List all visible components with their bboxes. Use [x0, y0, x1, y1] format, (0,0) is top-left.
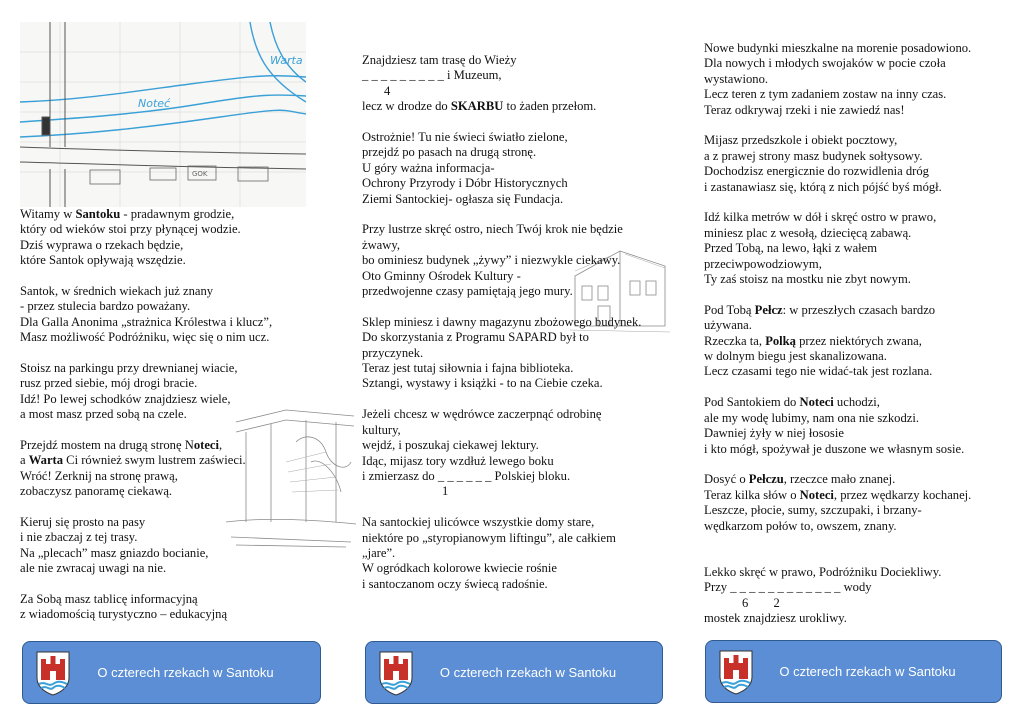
- text-run: : w przeszłych czasach bardzo: [782, 302, 936, 317]
- text-line: Lecz teren z tym zadaniem zostaw na inny czas.: [704, 87, 947, 102]
- text-line: Przy lustrze skręć ostro, niech Twój krok nie będzie: [362, 222, 623, 237]
- text-line: i nie zbaczaj z tej trasy.: [20, 530, 138, 545]
- text-line: Sklep miniesz i dawny magazynu zbożowego budynek.: [362, 314, 642, 329]
- text-line: Znajdziesz tam trasę do Wieży: [362, 53, 517, 67]
- stanza: [362, 515, 662, 592]
- stanza: [20, 361, 320, 423]
- text-line: Do skorzystania z Programu SAPARD był to: [362, 330, 589, 345]
- text-line: niektóre po „styropianowym liftingu”, ale całkiem: [362, 530, 616, 545]
- footer-banner-middle: [365, 641, 663, 704]
- bold-word: Noteci: [799, 395, 834, 410]
- text-line: z wiadomością turystyczno – edukacyjną: [20, 607, 228, 622]
- text-run: przez niektórych zwana,: [795, 333, 922, 348]
- stanza: [20, 515, 320, 577]
- text-line: Santok, w średnich wiekach już znany: [20, 284, 214, 299]
- text-line: Masz możliwość Podróżniku, więc się o nim ucz.: [20, 330, 270, 345]
- bold-word: Santoku: [75, 207, 121, 221]
- text-run: Pod Santokiem do: [704, 395, 800, 410]
- text-line: Dla nowych i młodych swojaków w pocie czoła: [704, 56, 946, 71]
- text-run: - pradawnym grodzie,: [120, 207, 235, 221]
- text-line: [704, 395, 1004, 410]
- stanza: [704, 472, 1004, 534]
- text-line: Ochrony Przyrody i Dóbr Historycznych: [362, 176, 568, 191]
- text-line: Idąc, mijasz tory wzdłuż lewego boku: [362, 453, 554, 468]
- text-line: Oto Gminny Ośrodek Kultury -: [362, 268, 521, 283]
- text-line: Dawniej żyły w niej łososie: [704, 426, 844, 441]
- stanza: [362, 222, 662, 299]
- text-line: Leszcze, płocie, sumy, szczupaki, i brzany-: [704, 503, 922, 518]
- text-line: „jare”.: [362, 545, 396, 560]
- bold-word: oteci: [193, 438, 219, 453]
- text-line: Kieruj się prosto na pasy: [20, 515, 146, 530]
- text-run: a: [20, 453, 29, 468]
- text-line: [20, 453, 320, 468]
- text-line: Na santockiej ulicówce wszystkie domy stare,: [362, 515, 595, 530]
- text-line: który od wieków stoi przy płynącej wodzie.: [20, 222, 241, 237]
- text-line: [704, 472, 1004, 487]
- text-line: [704, 334, 1004, 349]
- text-run: Dosyć o: [704, 472, 749, 487]
- answer-digit: 1: [442, 484, 449, 499]
- text-line: [704, 488, 1004, 503]
- text-line: Na „plecach” masz gniazdo bocianie,: [20, 545, 209, 560]
- text-line: Lecz czasami tego nie widać-tak jest rozlana.: [704, 364, 933, 379]
- text-line: mostek znajdziesz urokliwy.: [704, 610, 847, 625]
- text-line: kultury,: [362, 422, 401, 437]
- bold-word: Warta: [28, 453, 64, 468]
- text-line: i kto mógł, spożywał je duszone we własnym sosie.: [704, 441, 965, 456]
- column-right: [704, 41, 1004, 642]
- text-line: Dochodzisz energicznie do rozwidlenia dróg: [704, 164, 929, 179]
- text-line: bo ominiesz budynek „żywy” i niezwykle ciekawy.: [362, 253, 621, 268]
- text-run: Ci również swym lustrem zaświeci.: [63, 453, 246, 468]
- bold-word: Pełczu: [748, 472, 784, 487]
- text-line: ale my wodę lubimy, nam ona nie szkodzi.: [704, 410, 919, 425]
- text-line: wystawiono.: [704, 71, 769, 86]
- text-run: uchodzi,: [833, 395, 880, 410]
- text-line: przyczynek.: [362, 345, 424, 360]
- answer-digits: 6 2: [742, 595, 780, 610]
- stanza: [362, 407, 662, 499]
- text-line: wejdź, i poszukaj ciekawej lektury.: [362, 438, 539, 453]
- stanza: [20, 438, 320, 500]
- text-line: Przejdź mostem na drugą stronę Noteci,: [20, 438, 223, 453]
- stanza: [704, 303, 1004, 380]
- stanza: [362, 315, 662, 392]
- text-line: Stoisz na parkingu przy drewnianej wiacie,: [20, 361, 238, 376]
- text-line: Przy _ _ _ _ _ _ _ _ _ _ _ _ wody: [704, 580, 872, 595]
- stanza: [20, 284, 320, 346]
- text-line: Wróć! Zerknij na stronę prawą,: [20, 468, 178, 483]
- text-line: i zastanawiasz się, którą z nich pójść byś mógł.: [704, 179, 942, 194]
- stanza: [704, 133, 1004, 195]
- text-line: używana.: [704, 318, 752, 333]
- text-run: lecz w drodze do: [362, 99, 451, 114]
- text-run: Przejdź mostem na drugą stronę N: [20, 438, 194, 453]
- bold-word: Pełcz: [754, 302, 783, 317]
- stanza: [704, 210, 1004, 287]
- text-line: Teraz jest tutaj siłownia i fajna biblioteka.: [362, 361, 574, 376]
- text-line: Lekko skręć w prawo, Podróżniku Dociekliwy.: [704, 564, 942, 579]
- text-line: Sztangi, wystawy i książki - to na Ciebie czeka.: [362, 376, 603, 391]
- santok-crest-icon: [378, 650, 414, 696]
- text-line: W ogródkach kolorowe kwiecie rośnie: [362, 561, 557, 576]
- text-line: a most masz przed sobą na czele.: [20, 407, 187, 422]
- text-line: przeciwpowodziowym,: [704, 256, 822, 271]
- text-line: przedwojenne czasy pamiętają jego mury.: [362, 284, 573, 299]
- santok-crest-icon: [35, 650, 71, 696]
- text-line: [704, 303, 1004, 318]
- text-run: Witamy w: [20, 207, 76, 221]
- santok-crest-icon: [718, 649, 754, 695]
- text-line: a z prawej strony masz budynek sołtysowy.: [704, 148, 923, 163]
- text-line: Mijasz przedszkole i obiekt pocztowy,: [704, 133, 898, 148]
- text-line: i santoczanom oczy świecą radośnie.: [362, 576, 548, 591]
- text-line: przejdź po pasach na drugą stronę.: [362, 145, 537, 160]
- text-line: żwawy,: [362, 237, 400, 252]
- text-line: Idź! Po lewej schodków znajdziesz wiele,: [20, 391, 231, 406]
- text-line: Jeżeli chcesz w wędrówce zaczerpnąć odrobinę: [362, 407, 602, 422]
- bold-word: Noteci: [799, 487, 834, 502]
- text-line: miniesz plac z wesołą, dziecięcą zabawą.: [704, 225, 912, 240]
- column-middle: [362, 53, 662, 608]
- footer-title: O czterech rzekach w Santoku: [439, 665, 617, 680]
- text-run: Teraz kilka słów o: [704, 487, 800, 502]
- text-line: w dolnym biegu jest skanalizowana.: [704, 349, 887, 364]
- text-line: i zmierzasz do _ _ _ _ _ _ Polskiej bloku.: [362, 468, 571, 483]
- stanza: [20, 207, 320, 269]
- text-line: Ziemi Santockiej- ogłasza się Fundacja.: [362, 191, 564, 206]
- column-left: [20, 207, 320, 638]
- text-line: Ostrożnie! Tu nie świeci światło zielone,: [362, 130, 568, 145]
- text-run: Pod Tobą: [704, 302, 755, 317]
- text-line: Ty zaś stoisz na mostku nie zbyt nowym.: [704, 272, 911, 287]
- map-label-notec: Noteć: [138, 97, 171, 110]
- text-line: Za Sobą masz tablicę informacyjną: [20, 592, 198, 607]
- footer-title: O czterech rzekach w Santoku: [779, 664, 956, 679]
- text-line: Idź kilka metrów w dół i skręć ostro w prawo,: [704, 210, 937, 225]
- text-line: które Santok opływają wszędzie.: [20, 253, 186, 268]
- bold-word: Polką: [765, 333, 796, 348]
- bold-word: SKARBU: [450, 99, 504, 114]
- text-line: rusz przed siebie, mój drogi bracie.: [20, 376, 198, 391]
- stanza: [704, 41, 1004, 118]
- text-line: - przez stulecia bardzo poważany.: [20, 299, 191, 314]
- text-line: _ _ _ _ _ _ _ _ _ i Muzeum,: [362, 68, 502, 83]
- footer-title: O czterech rzekach w Santoku: [97, 665, 274, 680]
- answer-digit: 4: [384, 83, 391, 98]
- text-line: Przed Tobą, na lewo, łąki z wałem: [704, 241, 878, 256]
- footer-banner-left: [22, 641, 321, 704]
- text-line: Nowe budynki mieszkalne na morenie posadowiono.: [704, 41, 972, 55]
- text-line: Dla Galla Anonima „strażnica Królestwa i klucz”,: [20, 314, 273, 329]
- stanza: [362, 53, 662, 115]
- stanza: [20, 592, 320, 623]
- text-run: , przez wędkarzy kochanej.: [833, 487, 972, 502]
- text-line: ale nie zwracaj uwagi na nie.: [20, 561, 167, 576]
- text-line: zobaczysz panoramę ciekawą.: [20, 484, 173, 499]
- text-line: [20, 207, 320, 222]
- text-line: [362, 99, 662, 114]
- text-line: Dziś wyprawa o rzekach będzie,: [20, 237, 184, 252]
- stanza: [704, 395, 1004, 457]
- text-run: to żaden przełom.: [503, 99, 597, 114]
- map-label-warta: Warta: [270, 54, 303, 67]
- hand-drawn-map: [20, 22, 306, 207]
- footer-banner-right: [705, 640, 1002, 703]
- text-line: Teraz odkrywaj rzeki i nie zawiedź nas!: [704, 102, 905, 117]
- text-line: U góry ważna informacja-: [362, 160, 495, 175]
- map-label-gok: GOK: [192, 170, 208, 178]
- stanza: [704, 565, 1004, 627]
- stanza: [362, 130, 662, 207]
- text-run: , rzeczce mało znanej.: [783, 472, 896, 487]
- text-run: Rzeczka ta,: [704, 333, 766, 348]
- text-line: wędkarzom połów to, owszem, znany.: [704, 518, 897, 533]
